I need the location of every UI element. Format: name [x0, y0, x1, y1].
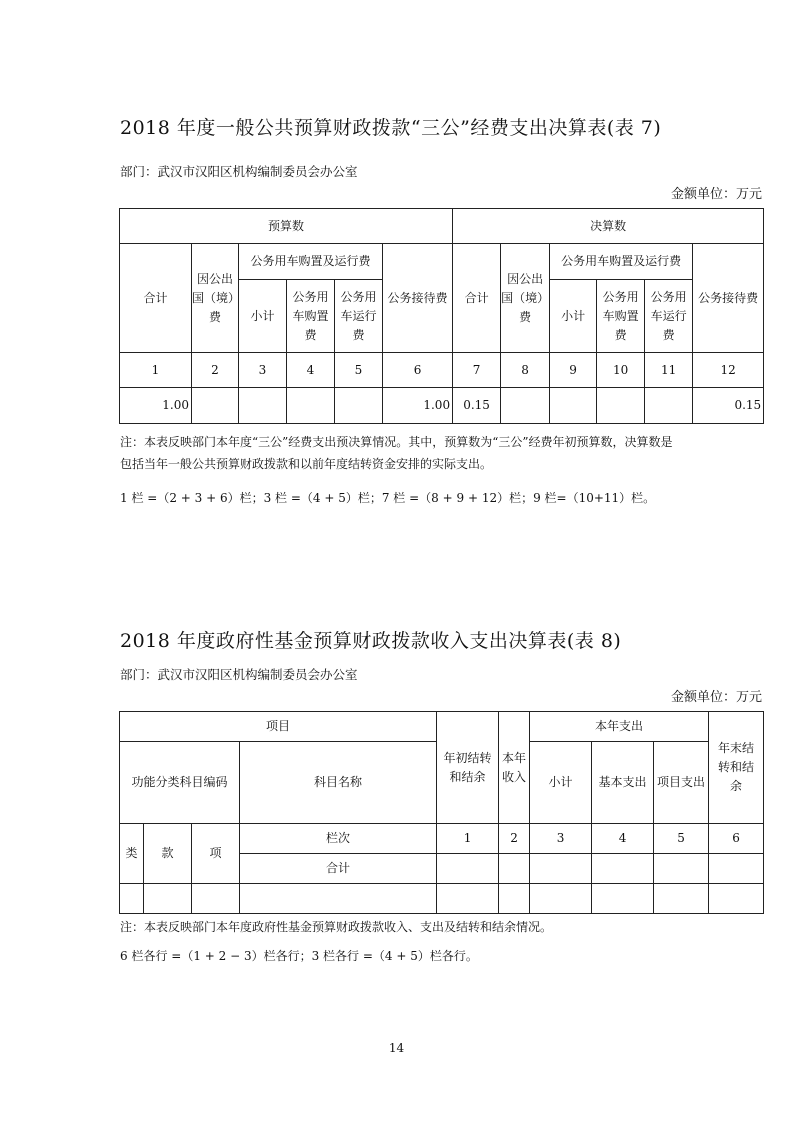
- table8-title: 2018 年度政府性基金预算财政拨款收入支出决算表(表 8): [120, 630, 622, 652]
- exp-project-header: 项目支出: [654, 742, 709, 824]
- table7-colnum: 8: [501, 353, 550, 388]
- final-abroad-line3: 费: [519, 309, 532, 324]
- budget-vehicle-group-header: 公务用车购置及运行费: [239, 244, 383, 280]
- table7-colnum: 1: [120, 353, 192, 388]
- table7-department: 部门：武汉市汉阳区机构编制委员会办公室: [120, 164, 358, 179]
- final-vehicle-group-header: 公务用车购置及运行费: [550, 244, 693, 280]
- final-reception-header: 公务接待费: [693, 244, 764, 353]
- table8-cell: [592, 854, 654, 884]
- budget-reception-header: 公务接待费: [383, 244, 453, 353]
- final-operation-line2: 车运行: [650, 308, 687, 323]
- table7-cell: [287, 388, 335, 424]
- table7-colnum: 9: [550, 353, 597, 388]
- table8-cell: [120, 884, 144, 914]
- table8-colnum: 3: [530, 824, 592, 854]
- table7-cell: [335, 388, 383, 424]
- budget-abroad-line3: 费: [208, 309, 221, 324]
- table8-cell: [530, 884, 592, 914]
- table7-cell: [239, 388, 287, 424]
- table8-cell: [530, 854, 592, 884]
- table7-cell: 0.15: [453, 388, 501, 424]
- item-header: 项目: [120, 712, 437, 742]
- budget-header: 预算数: [120, 209, 453, 244]
- table8-cell: [499, 854, 530, 884]
- table8-cell: [592, 884, 654, 914]
- final-purchase-header: [597, 280, 645, 353]
- table8-cell: [709, 854, 764, 884]
- table8-colnum: 1: [437, 824, 499, 854]
- budget-purchase-line1: 公务用: [292, 289, 329, 304]
- entry-header: 项: [192, 824, 240, 884]
- final-abroad-header: [501, 244, 550, 353]
- budget-operation-line2: 车运行: [340, 308, 377, 323]
- carryover-end-line3: 余: [730, 779, 743, 793]
- table7-cell: [597, 388, 645, 424]
- table7-cell: [501, 388, 550, 424]
- budget-abroad-header: [192, 244, 239, 353]
- budget-abroad-line2: 国（境）: [192, 290, 241, 305]
- budget-purchase-header: [287, 280, 335, 353]
- final-header: 决算数: [453, 209, 764, 244]
- final-abroad-line1: 因公出: [507, 271, 544, 286]
- budget-purchase-line2: 车购置: [292, 308, 329, 323]
- final-total-header: 合计: [453, 244, 501, 353]
- carryover-start-header: [437, 712, 499, 824]
- class-header: 类: [120, 824, 144, 884]
- table7-data-row: [120, 388, 764, 424]
- carryover-end-line1: 年末结: [718, 741, 755, 755]
- table8-cell: [192, 884, 240, 914]
- exp-subtotal-header: 小计: [530, 742, 592, 824]
- table8-cell: [654, 884, 709, 914]
- table7-note-line2: 包括当年一般公共预算财政拨款和以前年度结转资金安排的实际支出。: [120, 457, 493, 471]
- table7-colnum: 10: [597, 353, 645, 388]
- table8-colnum: 2: [499, 824, 530, 854]
- budget-operation-header: [335, 280, 383, 353]
- table8-cell: [654, 854, 709, 884]
- table7-formula: 1 栏 =（2 + 3 + 6）栏；3 栏 =（4 + 5）栏；7 栏 =（8 + 9 + 12）栏；9 栏=（10+11）栏。: [120, 491, 656, 505]
- table7-colnum: 7: [453, 353, 501, 388]
- final-operation-header: [645, 280, 693, 353]
- table8-grid: [119, 711, 764, 914]
- table8-unit: 金额单位：万元: [670, 690, 762, 705]
- budget-operation-line3: 费: [352, 327, 365, 342]
- table8-formula: 6 栏各行 =（1 + 2 − 3）栏各行；3 栏各行 =（4 + 5）栏各行。: [120, 949, 478, 963]
- table8-cell: [144, 884, 192, 914]
- table7-cell: [192, 388, 239, 424]
- budget-subtotal-header: 小计: [239, 280, 287, 353]
- table8-colnum: 6: [709, 824, 764, 854]
- income-header: [499, 712, 530, 824]
- table7-cell: 1.00: [383, 388, 453, 424]
- table8-cell: [437, 854, 499, 884]
- table8-cell: [240, 884, 437, 914]
- table7-unit: 金额单位：万元: [670, 187, 762, 202]
- final-abroad-line2: 国（境）: [501, 290, 550, 305]
- carryover-end-line2: 转和结: [718, 760, 755, 774]
- table7-cell: 1.00: [120, 388, 192, 424]
- income-line1: 本年: [502, 750, 527, 765]
- final-purchase-line3: 费: [614, 327, 627, 342]
- table8-column-number-row: [120, 824, 764, 854]
- column-label: 栏次: [240, 824, 437, 854]
- table7-note-line1: 注：本表反映部门本年度“三公”经费支出预决算情况。其中，预算数为“三公”经费年初预算数，决算数是: [120, 435, 673, 449]
- table7-cell: 0.15: [693, 388, 764, 424]
- final-operation-line1: 公务用: [650, 289, 687, 304]
- table7-title: 2018 年度一般公共预算财政拨款“三公”经费支出决算表(表 7): [120, 117, 662, 139]
- func-code-header: 功能分类科目编码: [120, 742, 240, 824]
- carryover-start-line1: 年初结转: [443, 750, 492, 765]
- final-purchase-line2: 车购置: [602, 308, 639, 323]
- carryover-start-line2: 和结余: [449, 769, 486, 784]
- budget-operation-line1: 公务用: [340, 289, 377, 304]
- table7-colnum: 3: [239, 353, 287, 388]
- income-line2: 收入: [502, 769, 527, 784]
- budget-abroad-line1: 因公出: [196, 271, 233, 286]
- table8-cell: [499, 884, 530, 914]
- table8-colnum: 4: [592, 824, 654, 854]
- table8-cell: [437, 884, 499, 914]
- table7-colnum: 12: [693, 353, 764, 388]
- final-subtotal-header: 小计: [550, 280, 597, 353]
- table7-grid: [119, 208, 764, 424]
- table8-department: 部门：武汉市汉阳区机构编制委员会办公室: [120, 667, 358, 682]
- table7-colnum: 11: [645, 353, 693, 388]
- table7-colnum: 2: [192, 353, 239, 388]
- table8-note: 注：本表反映部门本年度政府性基金预算财政拨款收入、支出及结转和结余情况。: [120, 920, 553, 934]
- budget-total-header: 合计: [120, 244, 192, 353]
- table7-cell: [645, 388, 693, 424]
- final-operation-line3: 费: [662, 327, 675, 342]
- table7-colnum: 4: [287, 353, 335, 388]
- table8-colnum: 5: [654, 824, 709, 854]
- table7-colnum: 5: [335, 353, 383, 388]
- page-number: 14: [388, 1041, 405, 1055]
- table8-cell: [709, 884, 764, 914]
- total-label: 合计: [240, 854, 437, 884]
- expenditure-header: 本年支出: [530, 712, 709, 742]
- subject-name-header: 科目名称: [240, 742, 437, 824]
- budget-purchase-line3: 费: [304, 327, 317, 342]
- section-header: 款: [144, 824, 192, 884]
- final-purchase-line1: 公务用: [602, 289, 639, 304]
- table7-colnum: 6: [383, 353, 453, 388]
- exp-basic-header: 基本支出: [592, 742, 654, 824]
- table7-column-number-row: [120, 353, 764, 388]
- carryover-end-header: [709, 712, 764, 824]
- table8-empty-row: [120, 884, 764, 914]
- table7-cell: [550, 388, 597, 424]
